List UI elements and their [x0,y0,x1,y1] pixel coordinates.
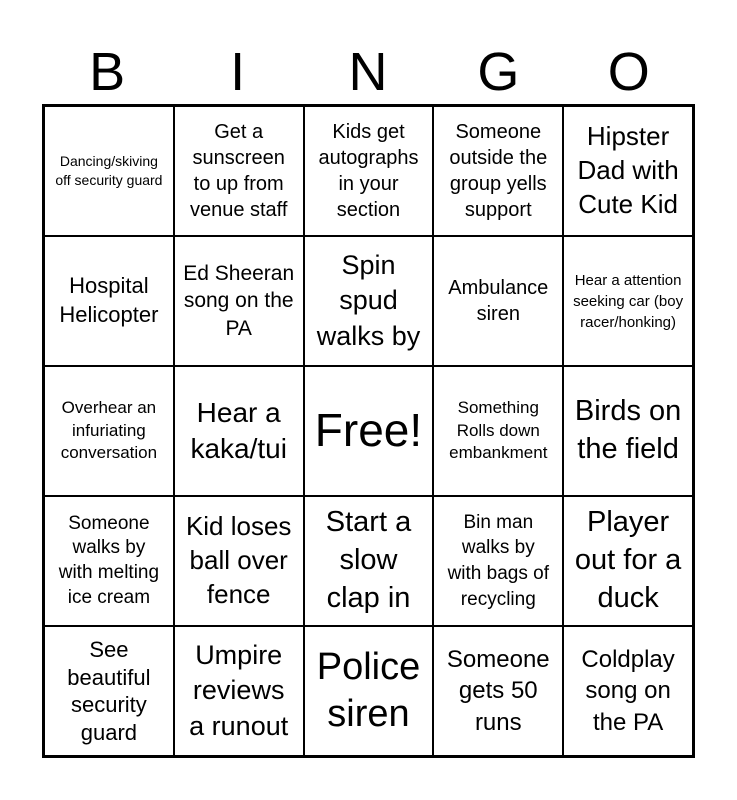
bingo-cell-r2c3[interactable]: Spin spud walks by [304,236,434,366]
bingo-cell-r2c4[interactable]: Ambulance siren [433,236,563,366]
bingo-cell-r1c1[interactable]: Dancing/skiving off security guard [44,106,174,236]
bingo-cell-r4c3[interactable]: Start a slow clap in [304,496,434,626]
bingo-cell-r3c4[interactable]: Something Rolls down embankment [433,366,563,496]
bingo-cell-r1c3[interactable]: Kids get autographs in your section [304,106,434,236]
bingo-cell-r2c1[interactable]: Hospital Helicopter [44,236,174,366]
header-letter-g: G [477,42,520,102]
bingo-cell-r1c5[interactable]: Hipster Dad with Cute Kid [563,106,693,236]
header-letter-o: O [607,42,650,102]
bingo-cell-r3c1[interactable]: Overhear an infuriating conversation [44,366,174,496]
header-letter-i: I [230,42,246,102]
bingo-board [42,104,695,758]
free-space[interactable]: Free! [304,366,434,496]
header-letter-b: B [89,42,126,102]
bingo-cell-r4c1[interactable]: Someone walks by with melting ice cream [44,496,174,626]
bingo-cell-r1c4[interactable]: Someone outside the group yells support [433,106,563,236]
bingo-cell-r4c4[interactable]: Bin man walks by with bags of recycling [433,496,563,626]
bingo-cell-r5c1[interactable]: See beautiful security guard [44,626,174,756]
bingo-cell-r1c2[interactable]: Get a sunscreen to up from venue staff [174,106,304,236]
bingo-cell-r4c2[interactable]: Kid loses ball over fence [174,496,304,626]
bingo-cell-r4c5[interactable]: Player out for a duck [563,496,693,626]
bingo-header [42,40,694,104]
bingo-cell-r5c4[interactable]: Someone gets 50 runs [433,626,563,756]
bingo-cell-r2c5[interactable]: Hear a attention seeking car (boy racer/honking) [563,236,693,366]
bingo-cell-r3c2[interactable]: Hear a kaka/tui [174,366,304,496]
bingo-cell-r5c2[interactable]: Umpire reviews a runout [174,626,304,756]
bingo-cell-r5c5[interactable]: Coldplay song on the PA [563,626,693,756]
bingo-cell-r3c5[interactable]: Birds on the field [563,366,693,496]
bingo-cell-r2c2[interactable]: Ed Sheeran song on the PA [174,236,304,366]
header-letter-n: N [348,42,388,102]
bingo-cell-r5c3[interactable]: Police siren [304,626,434,756]
